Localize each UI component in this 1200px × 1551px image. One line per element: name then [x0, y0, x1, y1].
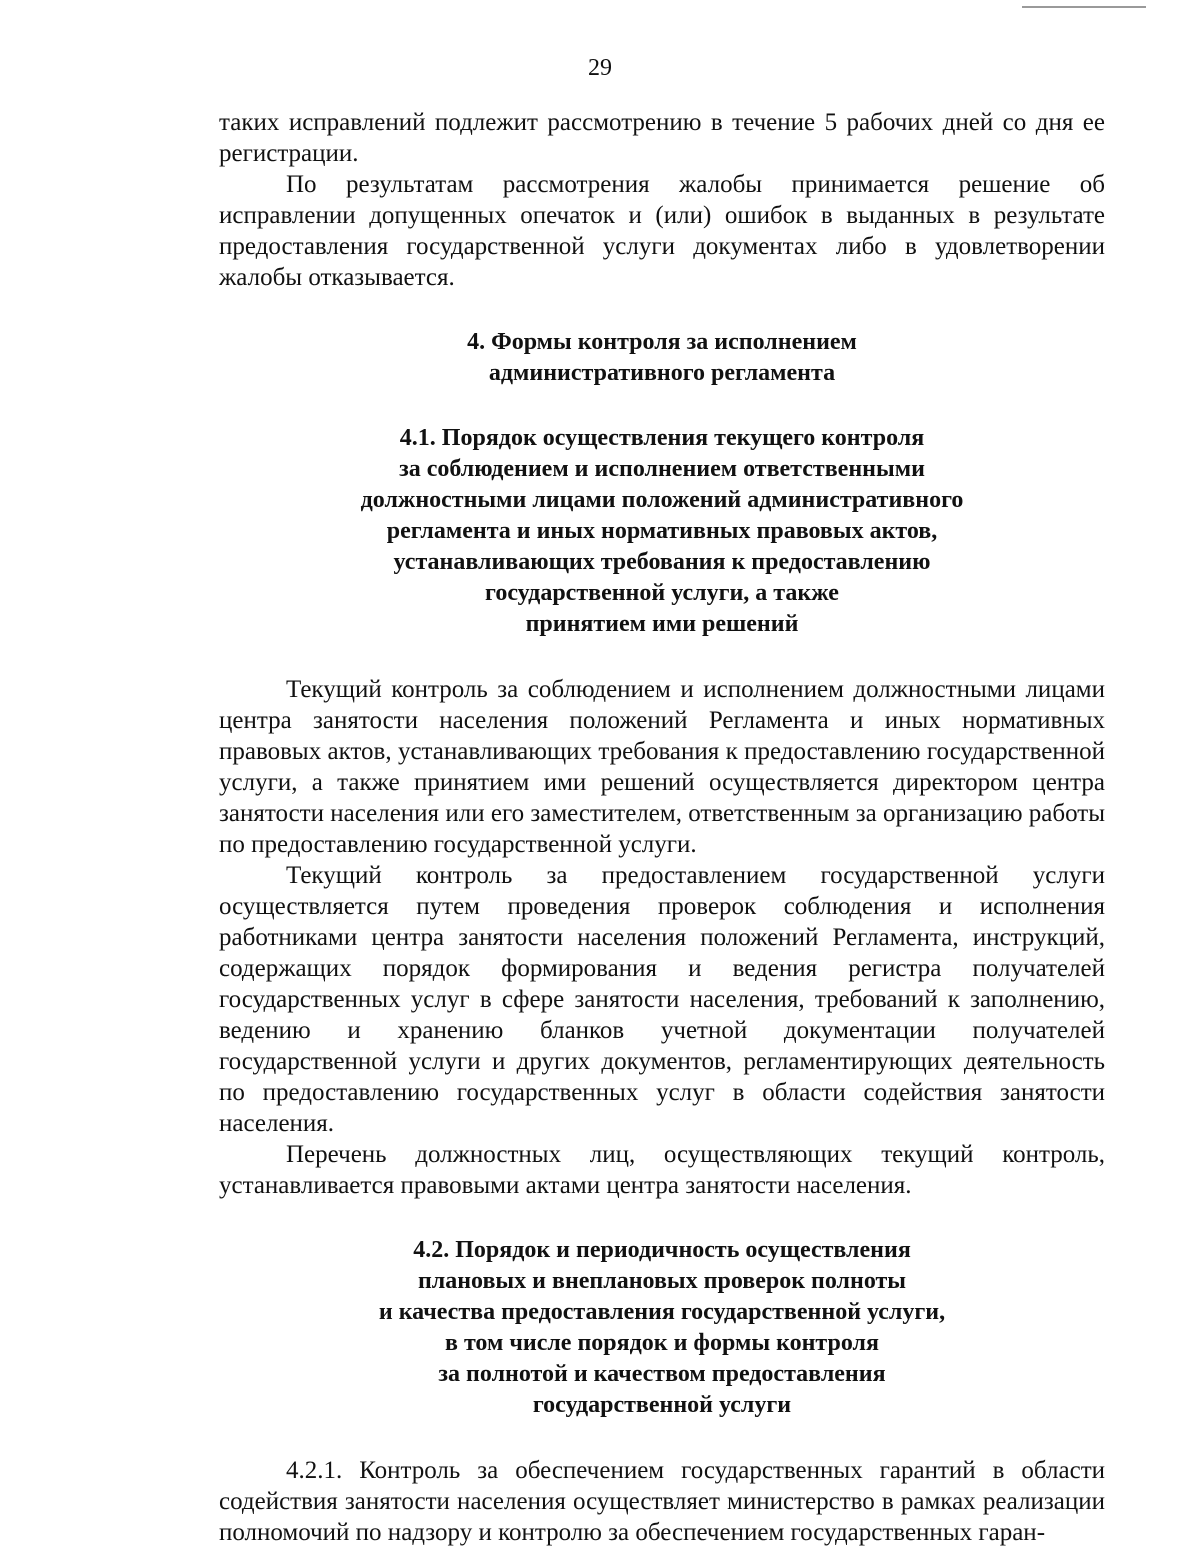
heading-line: устанавливающих требования к предоставлению — [393, 549, 931, 575]
paragraph-4-2-1: 4.2.1. Контроль за обеспечением государственных гарантий в области содействия занятости населения осуществляет министерство в рамках реализации полномочий по надзору и контролю за обеспечением государственных гаран- — [219, 1457, 1105, 1546]
heading-line: 4.1. Порядок осуществления текущего контроля — [399, 425, 925, 451]
heading-line: административного регламента — [488, 360, 836, 386]
paragraph-current-control: Текущий контроль за соблюдением и исполнением должностными лицами центра занятости населения положений Регламента и иных нормативных правовых актов, устанавливающих требования к предоставлению государственной услуги, а также принятием ими решений осуществляется директором центра занятости населения или его заместителем, ответственным за организацию работы по предоставлению государственной услуги. — [219, 676, 1105, 858]
heading-line: государственной услуги — [532, 1392, 792, 1418]
heading-line: регламента и иных нормативных правовых актов, — [386, 518, 938, 544]
section-4-2-heading — [219, 1235, 1105, 1421]
heading-line: за соблюдением и исполнением ответственными — [399, 456, 925, 482]
heading-line: и качества предоставления государственной услуги, — [378, 1299, 946, 1325]
heading-line: 4. Формы контроля за исполнением — [467, 329, 857, 355]
section-4-1-heading — [219, 423, 1105, 640]
heading-line: за полнотой и качеством предоставления — [438, 1361, 886, 1387]
heading-line: в том числе порядок и формы контроля — [445, 1330, 879, 1356]
paragraph-control-checks: Текущий контроль за предоставлением государственной услуги осуществляется путем проведения проверок соблюдения и исполнения работниками центра занятости населения положений Регламента, инструкций, содержащих порядок формирования и ведения регистра получателей государственных услуг в сфере занятости населения, требований к заполнению, ведению и хранению бланков учетной документации получателей государственной услуги и других документов, регламентирующих деятельность по предоставлению государственных услуг в области содействия занятости населения. — [219, 862, 1105, 1137]
paragraph-continuation: таких исправлений подлежит рассмотрению в течение 5 рабочих дней со дня ее регистрации. — [219, 109, 1105, 167]
paragraph-complaint-result: По результатам рассмотрения жалобы принимается решение об исправлении допущенных опечаток и (или) ошибок в выданных в результате предоставления государственной услуги документах либо в удовлетворении жалобы отказывается. — [219, 171, 1105, 291]
heading-line: принятием ими решений — [525, 611, 799, 637]
heading-line: 4.2. Порядок и периодичность осуществления — [413, 1237, 911, 1263]
heading-line: должностными лицами положений административного — [360, 487, 964, 513]
heading-line: государственной услуги, а также — [485, 580, 839, 606]
heading-line: плановых и внеплановых проверок полноты — [417, 1268, 907, 1294]
page-body — [219, 107, 1105, 1548]
section-4-heading — [219, 327, 1105, 389]
paragraph-officials-list: Перечень должностных лиц, осуществляющих текущий контроль, устанавливается правовыми актами центра занятости населения. — [219, 1141, 1105, 1199]
scan-edge-line — [1022, 6, 1146, 8]
page-number: 29 — [588, 55, 612, 81]
